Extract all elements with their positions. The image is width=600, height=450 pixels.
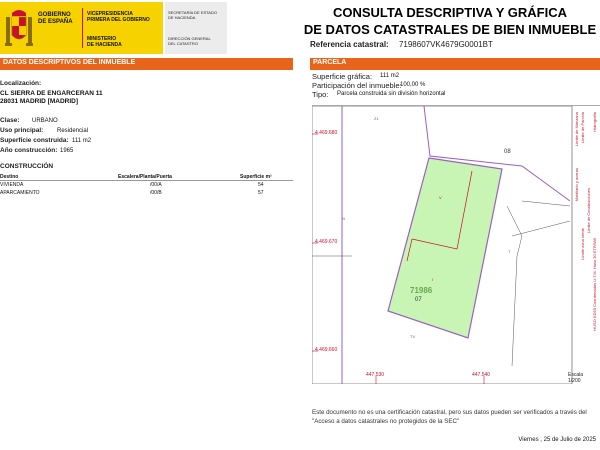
scale-label: Escala xyxy=(568,372,584,378)
parcel-map-canvas[interactable] xyxy=(312,106,600,384)
parcel-section-bar xyxy=(310,58,600,70)
class-value: URBANO xyxy=(32,118,58,124)
table-row xyxy=(0,181,293,189)
construction-table xyxy=(0,173,293,197)
coord-mid: 4.469.670 xyxy=(315,239,338,245)
government-logo-block xyxy=(0,2,163,54)
construction-heading: CONSTRUCCIÓN xyxy=(0,163,54,170)
type-label: Tipo: xyxy=(312,90,329,99)
scale-value: 1/200 xyxy=(568,378,581,384)
map-label-i: I xyxy=(432,277,434,282)
map-legend xyxy=(572,108,600,363)
cadastral-reference-value[interactable]: 7198607VK4679G0001BT xyxy=(398,40,493,49)
document-date: Viernes , 25 de Julio de 2025 xyxy=(518,437,596,443)
parcel-number-label: 71986 xyxy=(410,286,433,295)
row-area: 57 xyxy=(258,190,264,196)
cadastral-reference xyxy=(310,40,600,49)
type-row xyxy=(312,90,600,99)
coord-top: 4.469.680 xyxy=(315,130,338,136)
column-stair-floor-door: Escalera/Planta/Puerta xyxy=(118,174,172,180)
class-label: Clase: xyxy=(0,117,20,124)
row-destination: APARCAMIENTO xyxy=(0,190,40,196)
neighbor-parcel-label: 08 xyxy=(504,149,511,155)
main-use-label: Uso principal: xyxy=(0,127,44,134)
construction-year-label: Año construcción: xyxy=(0,147,58,154)
coord-bottom: 4.469.660 xyxy=(315,347,338,353)
directorate-name: DIRECCIÓN GENERAL DEL CATASTRO xyxy=(168,36,211,46)
property-data-panel xyxy=(0,70,293,210)
legend-item: Límite de Manzana xyxy=(574,112,579,147)
coord-x-right: 447.540 xyxy=(472,372,491,378)
construction-table-header xyxy=(0,173,293,181)
graphic-area-value: 111 m2 xyxy=(380,73,400,79)
map-label-t: T xyxy=(508,249,511,254)
built-area-value: 111 m2 xyxy=(72,138,92,144)
row-area: 54 xyxy=(258,182,264,188)
location-city: 28031 MADRID [MADRID] xyxy=(0,98,79,105)
property-data-section-bar xyxy=(0,58,293,70)
document-title: CONSULTA DESCRIPTIVA Y GRÁFICA DE DATOS CATASTRALES DE BIEN INMUEBLE xyxy=(303,5,597,37)
legend-item: HUSO ED50 Coordenadas U.T.M. Huso 30 ETRS89 xyxy=(592,238,597,331)
disclaimer-note: Este documento no es una certificación catastral, pero sus datos pueden ser verificados a través del "Acceso a datos catastrales no protegidos de la SEC" xyxy=(312,409,587,425)
property-data-section-title: DATOS DESCRIPTIVOS DEL INMUEBLE xyxy=(3,59,136,66)
secretariat-block xyxy=(165,2,227,54)
coord-x-left: 447.530 xyxy=(366,372,385,378)
graphic-area-row xyxy=(312,72,600,81)
document-header xyxy=(0,0,600,58)
ministry-name: MINISTERIO DE HACIENDA xyxy=(87,36,122,48)
vicepresidency-name: VICEPRESIDENCIA PRIMERA DEL GOBIERNO xyxy=(87,11,150,23)
participation-row xyxy=(312,81,600,90)
main-use-value: Residencial xyxy=(57,128,89,134)
coat-of-arms-icon xyxy=(4,7,34,51)
table-row xyxy=(0,189,293,197)
participation-value: 100,00 % xyxy=(400,82,426,88)
column-area: Superficie m² xyxy=(240,174,272,180)
legend-item: Límite zona verde xyxy=(580,228,585,260)
legend-item: Límite de Construcciones xyxy=(586,188,591,234)
graphic-area-label: Superficie gráfica: xyxy=(312,72,373,81)
parcel-map[interactable] xyxy=(312,105,600,383)
legend-item: Hidrografía xyxy=(592,112,597,132)
parcel-sub-label: 07 xyxy=(415,297,422,303)
government-name: GOBIERNO DE ESPAÑA xyxy=(38,12,73,25)
location-label: Localización: xyxy=(0,80,42,87)
map-label-z: Z1 xyxy=(374,116,379,121)
map-label-tv: TV xyxy=(410,334,416,339)
secretariat-name: SECRETARÍA DE ESTADO DE HACIENDA xyxy=(168,10,217,20)
type-value: Parcela construida sin división horizontal xyxy=(337,91,446,97)
parcel-section-title: PARCELA xyxy=(313,59,347,66)
map-label-n: N xyxy=(342,216,345,221)
cadastral-reference-label: Referencia catastral: xyxy=(310,40,389,49)
construction-year-value: 1965 xyxy=(60,148,74,154)
map-label-v: V xyxy=(439,195,442,200)
column-destination: Destino xyxy=(0,174,19,180)
location-street: CL SIERRA DE ENGARCERAN 11 xyxy=(0,90,103,97)
legend-item: Mobiliario y aceras xyxy=(574,168,579,202)
built-area-label: Superficie construida: xyxy=(0,137,69,144)
row-destination: VIVIENDA xyxy=(0,182,24,188)
row-stair-floor-door: /00/A xyxy=(150,182,162,188)
legend-item: Límite de Parcela xyxy=(580,112,585,144)
parcel-info xyxy=(312,72,600,99)
header-divider xyxy=(82,8,83,48)
participation-label: Participación del inmueble: xyxy=(312,81,402,90)
row-stair-floor-door: /00/B xyxy=(150,190,162,196)
